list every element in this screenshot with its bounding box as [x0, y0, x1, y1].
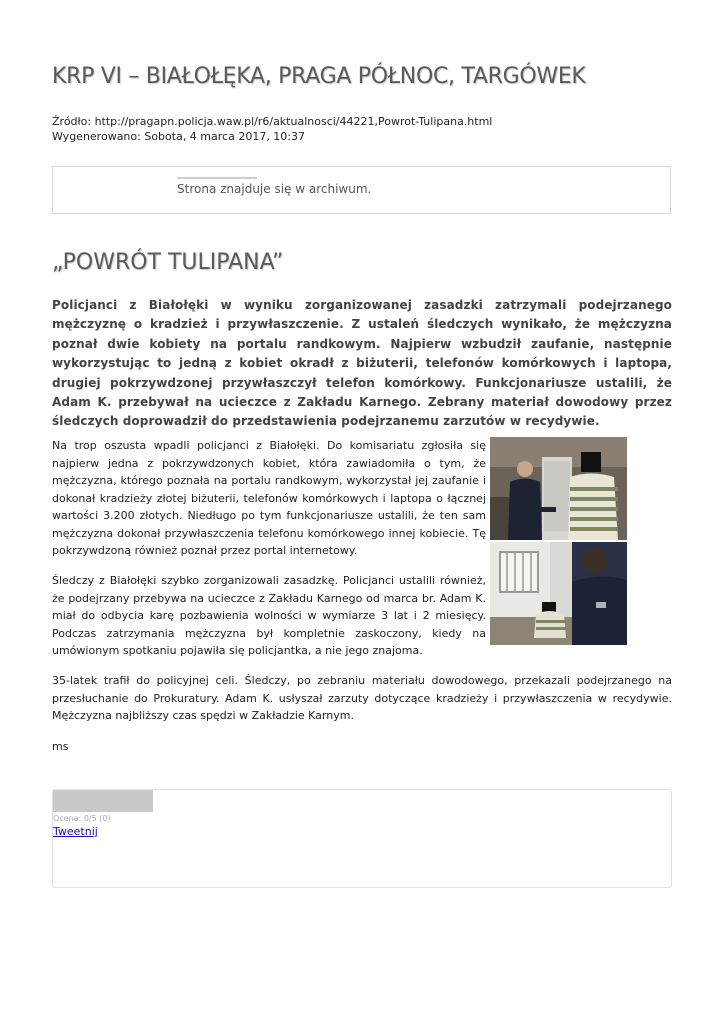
archive-notice-text: Strona znajduje się w archiwum.	[177, 182, 372, 196]
rating-label: Ocena: 0/5 (0)	[53, 814, 111, 823]
tweet-link[interactable]: Tweetnij	[53, 825, 98, 838]
source-url: Źródło: http://pragapn.policja.waw.pl/r6/aktualnosci/44221,Powrot-Tulipana.html	[52, 115, 493, 128]
generated-date: Wygenerowano: Sobota, 4 marca 2017, 10:37	[52, 130, 306, 143]
article-photo-arrest[interactable]	[490, 437, 627, 540]
article-paragraph: Śledczy z Białołęki szybko zorganizowali zasadzkę. Policjanci ustalili również, że podejrzany przebywa na ucieczce z Zakładu Karnego od marca br. Adam K. miał do odbycia karę pozbawienia wolności w wymiarze 3 lat i 2 miesięcy. Podczas zatrzymania mężczyzna był kompletnie zaskoczony, kiedy na umówionym spotkaniu pojawiła się policjantka, a nie jego znajoma.	[52, 574, 486, 657]
document-meta	[52, 114, 492, 144]
article-lead: Policjanci z Białołęki w wyniku zorganizowanej zasadzki zatrzymali podejrzanego mężczyznę o kradzież i przywłaszczenie. Z ustaleń śledczych wynikało, że mężczyzna poznał dwie kobiety na portalu randkowym. Najpierw wzbudził zaufanie, następnie wykorzystując to jedną z kobiet okradł z biżuterii, telefonów komórkowych i laptopa, drugiej pokrzywdzonej przywłaszczył telefon komórkowy. Funkcjonariusze ustalili, że Adam K. przebywał na ucieczce z Zakładu Karnego. Zebrany materiał dowodowy przez śledczych doprowadził do przedstawienia podejrzanemu zarzutów w recydywie.	[52, 298, 672, 429]
article-paragraph: Na trop oszusta wpadli policjanci z Białołęki. Do komisariatu zgłosiła się najpierw jedna z pokrzywdzonych kobiet, która zawiadomiła o tym, że mężczyzna, którego poznała na portalu randkowym, wykorzystał jej zaufanie i dokonał kradzieży złotej biżuterii, telefonów komórkowych i laptopa o łącznej wartości 3.200 złotych. Niedługo po tym funkcjonariusze ustalili, że ten sam mężczyzna dokonał przywłaszczenia telefonu komórkowego innej kobiecie. Tę pokrzywdzoną również poznał przez portal internetowy.	[52, 439, 486, 557]
rating-panel	[52, 789, 672, 888]
article-paragraph: 35-latek trafił do policyjnej celi. Śledczy, po zebraniu materiału dowodowego, przekazali podejrzanego na przesłuchanie do Prokuratury. Adam K. usłyszał zarzuty dotyczące kradzieży i przywłaszczenia w recydywie. Mężczyzna najbliższy czas spędzi w Zakładzie Karnym.	[52, 674, 672, 722]
article-title: „POWRÓT TULIPANA”	[52, 250, 284, 275]
article-photo-cell[interactable]	[490, 542, 627, 645]
rating-stars[interactable]	[53, 790, 153, 812]
site-title: KRP VI – BIAŁOŁĘKA, PRAGA PÓŁNOC, TARGÓWEK	[52, 64, 586, 89]
author-signature: ms	[52, 740, 69, 753]
archive-divider	[177, 177, 257, 179]
archive-notice	[52, 166, 671, 214]
